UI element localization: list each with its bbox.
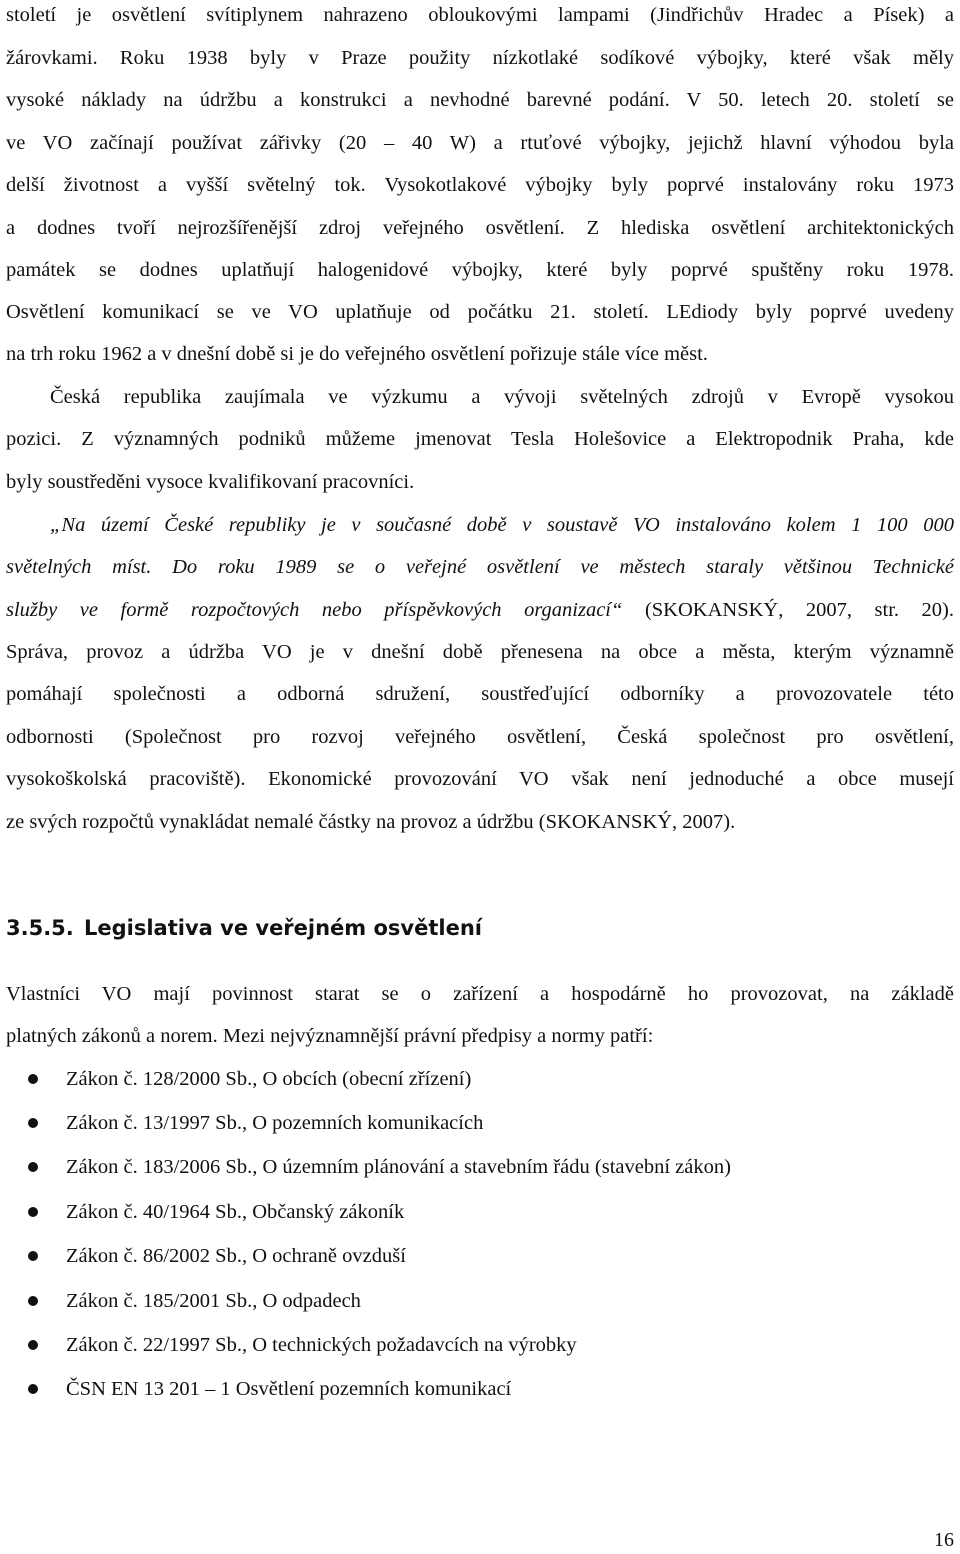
paragraph-line: platných zákonů a norem. Mezi nejvýznamnější právní předpisy a normy patří: [6,1025,654,1047]
list-item: Zákon č. 13/1997 Sb., O pozemních komunikacích [66,1112,484,1134]
citation: (SKOKANSKÝ, 2007, str. 20). [622,599,954,621]
section-number: 3.5.5. [6,916,74,940]
paragraph-line: století je osvětlení svítiplynem nahrazeno obloukovými lampami (Jindřichův Hradec a Písek) a [6,4,954,26]
paragraph-line: Česká republika zaujímala ve výzkumu a vývoji světelných zdrojů v Evropě vysokou [50,386,954,408]
paragraph-line: pomáhají společnosti a odborná sdružení, soustřeďující odborníky a provozovatele této [6,683,954,705]
page-number: 16 [934,1529,954,1551]
list-item: Zákon č. 128/2000 Sb., O obcích (obecní zřízení) [66,1068,472,1090]
quote-text: služby ve formě rozpočtových nebo příspěvkových organizací“ [6,599,623,621]
bullet-icon [28,1118,38,1128]
list-item: Zákon č. 86/2002 Sb., O ochraně ovzduší [66,1245,406,1267]
quote-line: „Na území České republiky je v současné době v soustavě VO instalováno kolem 1 100 000 [50,514,954,536]
paragraph-line: delší životnost a vyšší světelný tok. Vysokotlakové výbojky byly poprvé instalovány roku 1973 [6,174,954,196]
paragraph-line: ze svých rozpočtů vynakládat nemalé částky na provoz a údržbu (SKOKANSKÝ, 2007). [6,811,736,833]
paragraph-line: vysokoškolská pracoviště). Ekonomické provozování VO však není jednoduché a obce musejí [6,768,954,790]
paragraph-line: Správa, provoz a údržba VO je v dnešní době přenesena na obce a města, kterým významně [6,641,954,663]
list-item: ČSN EN 13 201 – 1 Osvětlení pozemních komunikací [66,1378,512,1400]
list-item: Zákon č. 22/1997 Sb., O technických požadavcích na výrobky [66,1334,577,1356]
paragraph-line: Vlastníci VO mají povinnost starat se o zařízení a hospodárně ho provozovat, na základě [6,983,954,1005]
section-heading [6,913,482,943]
list-item: Zákon č. 183/2006 Sb., O územním plánování a stavebním řádu (stavební zákon) [66,1156,731,1178]
bullet-icon [28,1340,38,1350]
paragraph-line: pozici. Z významných podniků můžeme jmenovat Tesla Holešovice a Elektropodnik Praha, kde [6,428,954,450]
paragraph-line: Osvětlení komunikací se ve VO uplatňuje od počátku 21. století. LEdiody byly poprvé uvedeny [6,301,954,323]
quote-line: světelných míst. Do roku 1989 se o veřejné osvětlení ve městech staraly většinou Technické [6,556,954,578]
section-title: Legislativa ve veřejném osvětlení [84,916,482,940]
quote-line-with-citation [6,597,954,623]
bullet-icon [28,1296,38,1306]
paragraph-line: ve VO začínají používat zářivky (20 – 40 W) a rtuťové výbojky, jejichž hlavní výhodou byla [6,132,954,154]
paragraph-line: odbornosti (Společnost pro rozvoj veřejného osvětlení, Česká společnost pro osvětlení, [6,726,954,748]
bullet-icon [28,1251,38,1261]
paragraph-line: byly soustředěni vysoce kvalifikovaní pracovníci. [6,471,415,493]
paragraph-line: památek se dodnes uplatňují halogenidové výbojky, které byly poprvé spuštěny roku 1978. [6,259,954,281]
list-item: Zákon č. 185/2001 Sb., O odpadech [66,1290,361,1312]
bullet-icon [28,1207,38,1217]
paragraph-line: na trh roku 1962 a v dnešní době si je do veřejného osvětlení pořizuje stále více měst. [6,343,708,365]
bullet-icon [28,1384,38,1394]
paragraph-line: vysoké náklady na údržbu a konstrukci a nevhodné barevné podání. V 50. letech 20. století se [6,89,954,111]
paragraph-line: žárovkami. Roku 1938 byly v Praze použity nízkotlaké sodíkové výbojky, které však měly [6,47,954,69]
list-item: Zákon č. 40/1964 Sb., Občanský zákoník [66,1201,405,1223]
bullet-icon [28,1074,38,1084]
paragraph-line: a dodnes tvoří nejrozšířenější zdroj veřejného osvětlení. Z hlediska osvětlení architektonických [6,217,954,239]
bullet-icon [28,1162,38,1172]
